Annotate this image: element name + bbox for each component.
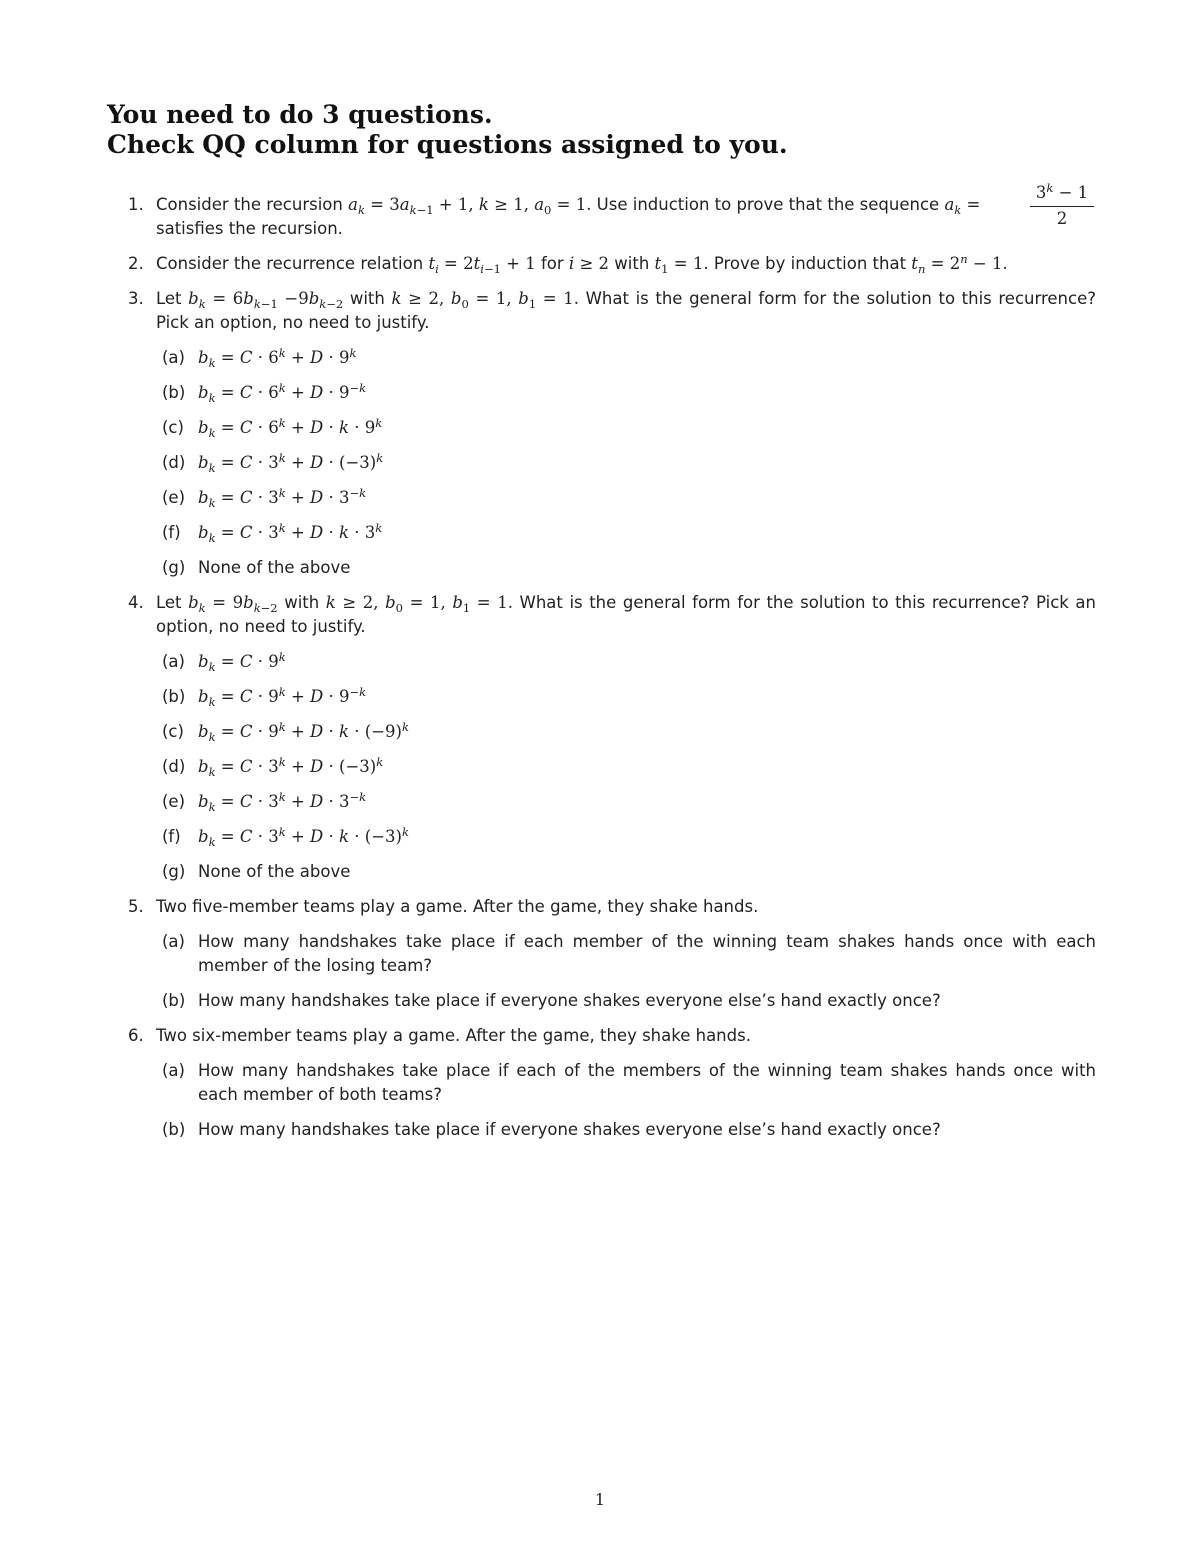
sequence-fraction xyxy=(1030,181,1094,231)
option-e xyxy=(162,486,1096,510)
question-stem xyxy=(156,287,1096,335)
initial-conditions: k ≥ 2, $b_0 = 1$, $b_1 = 1$. xyxy=(391,289,579,311)
option-label: (c) xyxy=(162,722,184,741)
option-label: (e) xyxy=(162,488,186,507)
option-d xyxy=(162,755,1096,779)
question-2 xyxy=(128,252,1096,276)
question-stem: Two six-member teams play a game. After the game, they shake hands. xyxy=(156,1026,751,1045)
initial-condition: $t_1 = 1$. xyxy=(654,254,709,276)
question-5 xyxy=(128,895,1096,1013)
option-expression: $b_k = C \cdot 9^k$ xyxy=(198,650,286,674)
stem-text: What is the general form for the solution to this recurrence? Pick an option, no need to justify. xyxy=(156,289,1096,332)
question-4 xyxy=(128,591,1096,884)
question-number: 2. xyxy=(128,254,144,273)
option-e xyxy=(162,790,1096,814)
option-a xyxy=(162,346,1096,370)
stem-text: Let xyxy=(156,593,189,612)
stem-text: Consider the recursion xyxy=(156,195,349,214)
initial-conditions: k ≥ 2, $b_0 = 1$, $b_1 = 1$. xyxy=(325,593,513,615)
option-label: (e) xyxy=(162,792,186,811)
fraction-numerator: 3$^k$ − 1 xyxy=(1030,181,1094,207)
option-expression: $b_k = C \cdot 3^k + D \cdot k \cdot 3^k$ xyxy=(198,521,383,545)
stem-text: Use induction to prove that the sequence xyxy=(591,195,945,214)
option-label: (f) xyxy=(162,523,181,542)
option-expression: $b_k = C \cdot 6^k + D \cdot 9^k$ xyxy=(198,346,357,370)
option-expression: $b_k = C \cdot 3^k + D \cdot (-3)^k$ xyxy=(198,755,384,779)
stem-text: What is the general form for the solution to this recurrence? Pick an option, no need to justify. xyxy=(156,593,1096,636)
question-number: 3. xyxy=(128,289,144,308)
stem-text: satisfies the recursion. xyxy=(156,219,343,238)
question-number: 4. xyxy=(128,593,144,612)
option-text: How many handshakes take place if everyone shakes everyone else’s hand exactly once? xyxy=(198,991,941,1010)
header-line-2: Check QQ column for questions assigned to you. xyxy=(107,130,788,159)
stem-text: Prove by induction that xyxy=(708,254,912,273)
option-list xyxy=(156,650,1096,884)
question-stem xyxy=(156,591,1096,639)
option-label: (b) xyxy=(162,383,186,402)
recurrence-formula: $b_k = 9b_{k-2}$ xyxy=(188,593,278,615)
option-label: (a) xyxy=(162,932,185,951)
option-b xyxy=(162,1118,1096,1142)
option-label: (g) xyxy=(162,558,186,577)
option-expression: $b_k = C \cdot 3^k + D \cdot k \cdot (-3)^k$ xyxy=(198,825,409,849)
sequence-lhs: $a_k$ = xyxy=(944,195,981,217)
option-c xyxy=(162,720,1096,744)
option-b xyxy=(162,685,1096,709)
option-expression: $b_k = C \cdot 6^k + D \cdot 9^{-k}$ xyxy=(198,381,367,405)
option-label: (a) xyxy=(162,348,185,367)
page-header xyxy=(107,100,1107,160)
question-number: 5. xyxy=(128,897,144,916)
question-list xyxy=(128,181,1096,1153)
option-label: (a) xyxy=(162,1061,185,1080)
option-label: (b) xyxy=(162,687,186,706)
recursion-formula: $a_k = 3a_{k-1} + 1$, k ≥ 1, $a_0 = 1$. xyxy=(348,195,592,217)
question-number: 6. xyxy=(128,1026,144,1045)
option-expression: $b_k = C \cdot 9^k + D \cdot k \cdot (-9)^k$ xyxy=(198,720,409,744)
option-label: (b) xyxy=(162,1120,186,1139)
question-6 xyxy=(128,1024,1096,1142)
option-d xyxy=(162,451,1096,475)
option-b xyxy=(162,989,1096,1013)
option-list xyxy=(156,1059,1096,1142)
option-label: (f) xyxy=(162,827,181,846)
question-3 xyxy=(128,287,1096,580)
option-expression: $b_k = C \cdot 3^k + D \cdot (-3)^k$ xyxy=(198,451,384,475)
option-text: How many handshakes take place if each of the members of the winning team shakes hands once with each member of both teams? xyxy=(198,1061,1096,1104)
option-text: How many handshakes take place if everyone shakes everyone else’s hand exactly once? xyxy=(198,1120,941,1139)
page-number: 1 xyxy=(594,1490,606,1509)
option-label: (d) xyxy=(162,453,186,472)
option-list xyxy=(156,346,1096,580)
option-b xyxy=(162,381,1096,405)
question-stem xyxy=(156,252,1096,276)
claim-formula: $t_n = 2^n - 1$. xyxy=(911,252,1008,276)
option-f xyxy=(162,825,1096,849)
option-label: (d) xyxy=(162,757,186,776)
option-text: None of the above xyxy=(198,862,351,881)
option-text: How many handshakes take place if each member of the winning team shakes hands once with each member of the losing team? xyxy=(198,932,1096,975)
stem-text: with xyxy=(277,593,326,612)
option-expression: $b_k = C \cdot 6^k + D \cdot k \cdot 9^k$ xyxy=(198,416,383,440)
question-stem xyxy=(156,181,1096,241)
option-a xyxy=(162,650,1096,674)
recurrence-formula: $b_k = 6b_{k-1} -9b_{k-2}$ xyxy=(188,289,344,311)
option-g xyxy=(162,556,1096,580)
stem-text: with xyxy=(609,254,655,273)
option-expression: $b_k = C \cdot 3^k + D \cdot 3^{-k}$ xyxy=(198,486,367,510)
option-label: (a) xyxy=(162,652,185,671)
option-a xyxy=(162,1059,1096,1107)
option-expression: $b_k = C \cdot 3^k + D \cdot 3^{-k}$ xyxy=(198,790,367,814)
stem-text: with xyxy=(343,289,392,308)
index-condition: i ≥ 2 xyxy=(568,254,610,273)
option-a xyxy=(162,930,1096,978)
option-label: (b) xyxy=(162,991,186,1010)
recurrence-relation: $t_i = 2t_{i-1} + 1$ xyxy=(428,254,536,276)
option-list xyxy=(156,930,1096,1013)
option-c xyxy=(162,416,1096,440)
fraction-denominator: 2 xyxy=(1056,209,1068,228)
stem-text: Let xyxy=(156,289,189,308)
option-expression: $b_k = C \cdot 9^k + D \cdot 9^{-k}$ xyxy=(198,685,367,709)
option-g xyxy=(162,860,1096,884)
stem-text: for xyxy=(535,254,569,273)
question-1 xyxy=(128,181,1096,241)
stem-text: Consider the recurrence relation xyxy=(156,254,429,273)
option-label: (g) xyxy=(162,862,186,881)
question-stem: Two five-member teams play a game. After the game, they shake hands. xyxy=(156,897,759,916)
option-label: (c) xyxy=(162,418,184,437)
question-number: 1. xyxy=(128,195,144,214)
header-line-1: You need to do 3 questions. xyxy=(107,100,493,129)
option-f xyxy=(162,521,1096,545)
option-text: None of the above xyxy=(198,558,351,577)
